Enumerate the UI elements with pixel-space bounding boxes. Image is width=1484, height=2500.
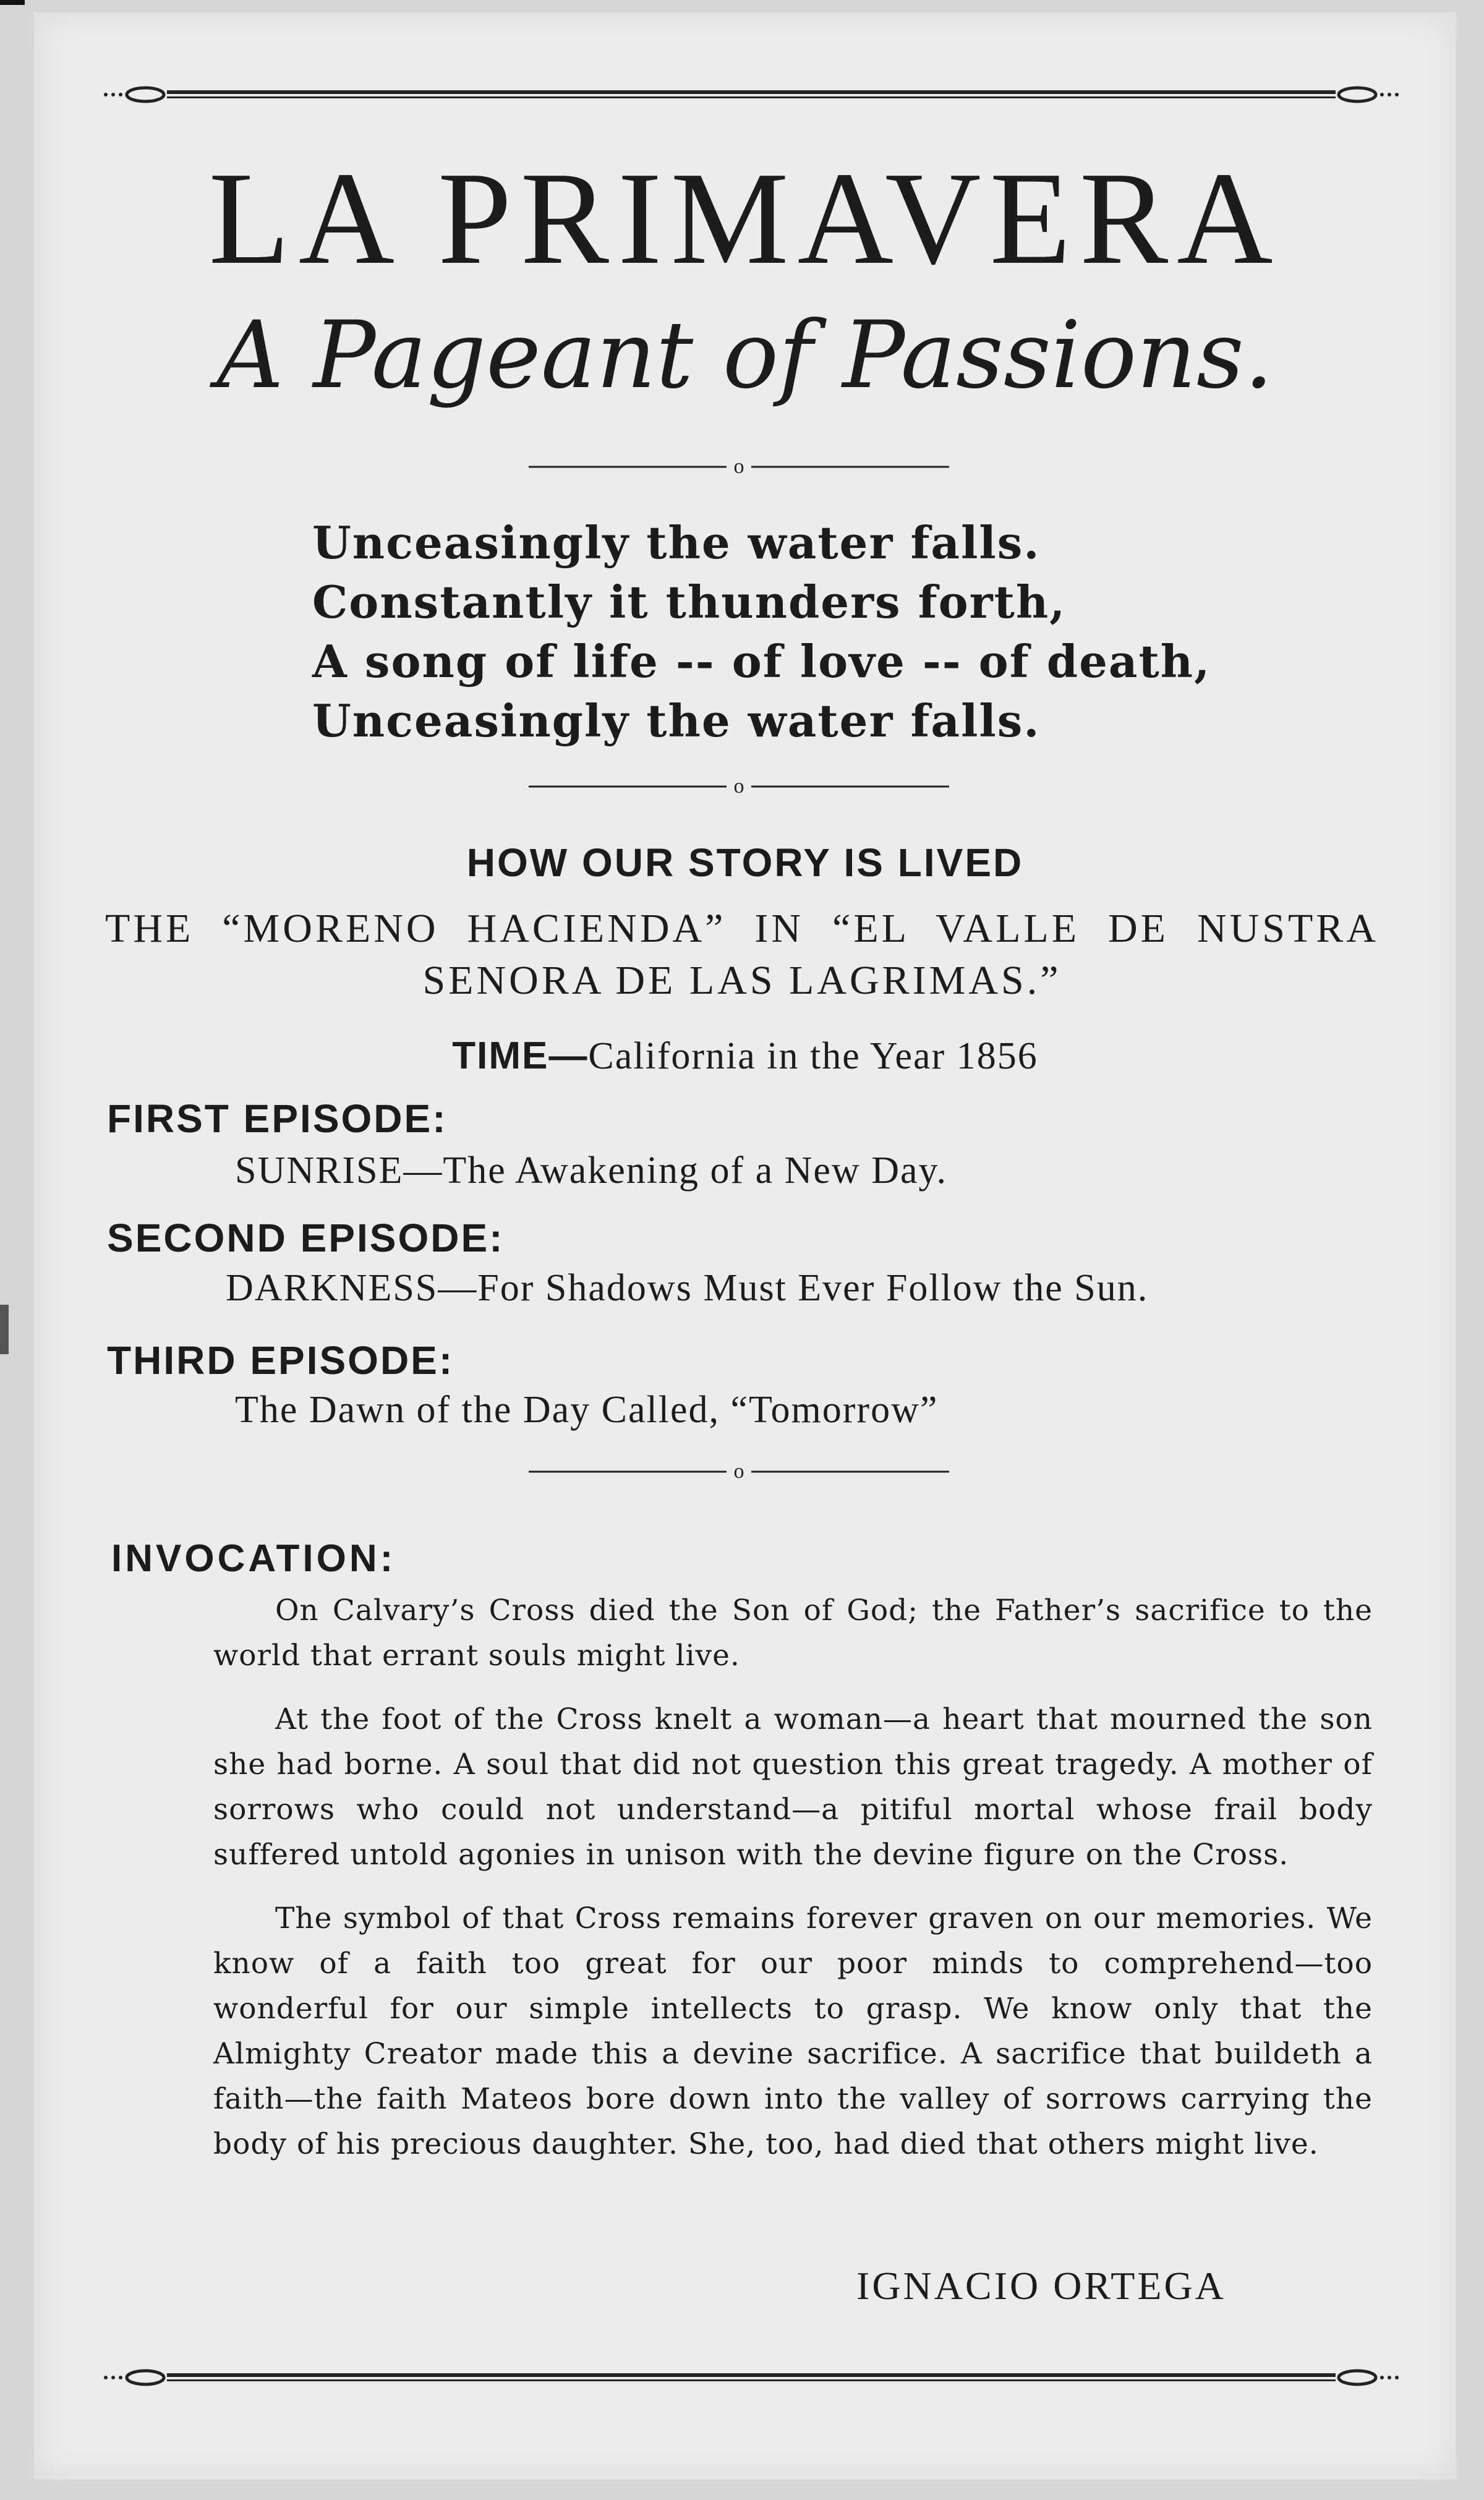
story-heading: HOW OUR STORY IS LIVED <box>466 840 1024 885</box>
top-ornamental-rule <box>102 85 1401 104</box>
invocation-body <box>213 1588 1373 2185</box>
episode-label: SECOND EPISODE: <box>107 1216 505 1260</box>
verse-line: A song of life -- of love -- of death, <box>312 635 1211 688</box>
page-subtitle: A Pageant of Passions. <box>216 302 1274 409</box>
section-divider <box>529 454 949 479</box>
divider-glyph: o <box>733 455 744 478</box>
invocation-paragraph: On Calvary’s Cross died the Son of God; the Father’s sacrifice to the world that errant souls might live. <box>213 1593 1373 1673</box>
verse-line: Unceasingly the water falls. <box>312 516 1041 569</box>
invocation-paragraph: At the foot of the Cross knelt a woman—a heart that mourned the son she had borne. A soul that did not question this great tragedy. A mother of sorrows who could not understand—a pitiful mortal whose frail body suffered untold agonies in unison with the devine figure on the Cross. <box>213 1702 1373 1872</box>
section-divider <box>529 774 949 799</box>
program-sheet <box>34 12 1456 2480</box>
episode-text: The Dawn of the Day Called, “Tomorrow” <box>235 1389 939 1431</box>
divider-glyph: o <box>733 1460 744 1483</box>
invocation-paragraph: The symbol of that Cross remains forever graven on our memories. We know of a faith too great for our poor minds to comprehend—too wonderful for our simple intellects to grasp. We know only that the Almighty Creator made this a devine sacrifice. A sacrifice that buildeth a faith—the faith Mateos bore down into the valley of sorrows carrying the body of his precious daughter. She, too, had died that others might live. <box>213 1901 1373 2161</box>
section-divider <box>529 1459 949 1484</box>
episode-label: THIRD EPISODE: <box>107 1338 454 1383</box>
time-label: TIME— <box>452 1035 589 1077</box>
divider-glyph: o <box>733 775 744 798</box>
opening-verse <box>312 513 1363 751</box>
episode-label: FIRST EPISODE: <box>107 1096 448 1141</box>
story-setting: THE “MORENO HACIENDA” IN “EL VALLE DE NUSTRA SENORA DE LAS LAGRIMAS.” <box>105 906 1379 1003</box>
scan-edge-mark <box>0 0 25 5</box>
episode-text: DARKNESS—For Shadows Must Ever Follow the Sun. <box>226 1267 1149 1309</box>
invocation-label: INVOCATION: <box>111 1537 396 1580</box>
verse-line: Unceasingly the water falls. <box>312 694 1041 747</box>
bottom-ornamental-rule <box>102 2368 1401 2387</box>
author-signature: IGNACIO ORTEGA <box>856 2264 1226 2308</box>
scan-edge-mark <box>0 1305 9 1354</box>
episode-text: SUNRISE—The Awakening of a New Day. <box>235 1150 947 1192</box>
time-text: California in the Year 1856 <box>588 1035 1038 1077</box>
page-title: LA PRIMAVERA <box>208 144 1282 292</box>
time-line <box>34 1034 1456 1078</box>
verse-line: Constantly it thunders forth, <box>312 576 1067 628</box>
